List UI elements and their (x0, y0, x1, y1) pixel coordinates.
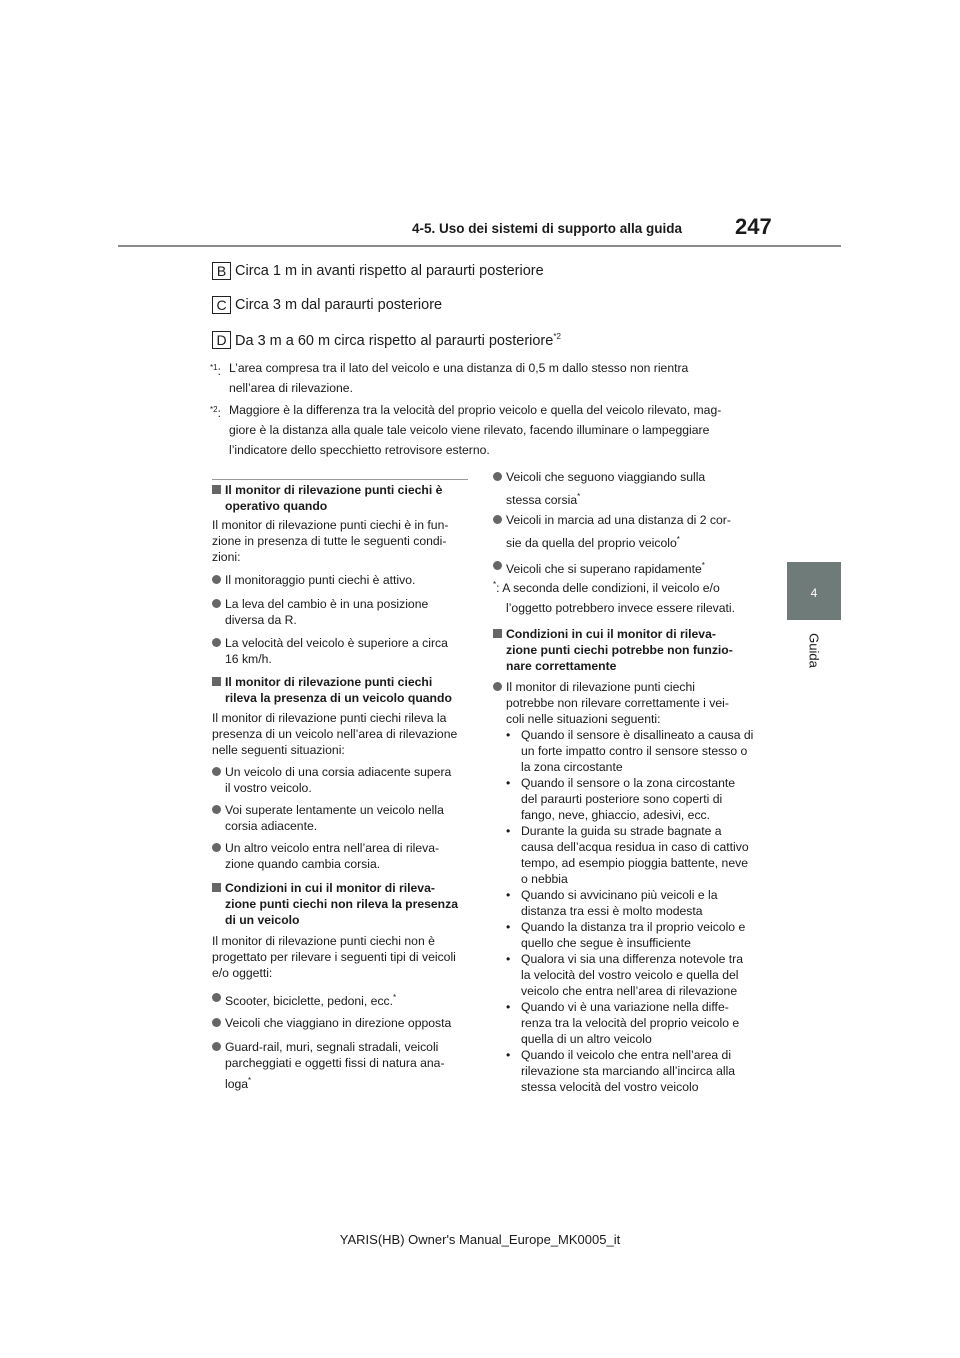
bullet-icon (212, 767, 221, 776)
label-d (212, 331, 561, 349)
label-b-box: B (212, 262, 231, 280)
list-item: Il monitor di rilevazione punti ciechi potrebbe non rilevare correttamente i vei- coli nelle situazioni seguenti: • Quando il sensore è disallineato a causa di un forte impatto contro il sensore stesso o la zona circostante • Quando il sensore o la zona circostante del paraurti posteriore sono coperti di fango, neve, ghiaccio, adesivi, ecc. • Durante la guida su strade bagnate a causa dell’acqua residua in caso di cattivo tempo, ad esempio pioggia battente, neve o nebbia • Quando si avvicinano più veicoli e la distanza tra essi è molto modesta • Quando la distanza tra il proprio veicolo e quello che segue è insufficiente • Qualora vi sia una differenza notevole tra la velocità del vostro veicolo e quella del veicolo che entra nell’area di rilevazione • Quando vi è una variazione nella diffe- renza tra la velocità del proprio veicolo e quella di un altro veicolo • Quando il veicolo che entra nell’area di rilevazione sta marciando all’incirca alla stessa velocità del vostro veicolo (493, 679, 753, 1095)
page-number: 247 (735, 214, 772, 239)
list-item: Guard-rail, muri, segnali stradali, veicoli parcheggiati e oggetti fissi di natura ana- loga* (212, 1039, 445, 1092)
bullet-icon (493, 472, 502, 481)
label-b-text: Circa 1 m in avanti rispetto al paraurti posteriore (235, 263, 544, 279)
sub-item: • Qualora vi sia una differenza notevole tra la velocità del vostro veicolo e quella del veicolo che entra nell’area di rilevazione (493, 951, 753, 999)
bullet-icon (212, 843, 221, 852)
sub-item: • Quando la distanza tra il proprio veicolo e quello che segue è insufficiente (493, 919, 753, 951)
heading-potrebbe-non-funzionare: Condizioni in cui il monitor di rileva- zione punti ciechi potrebbe non funzio- nare correttamente (493, 626, 733, 674)
section-title: 4-5. Uso dei sistemi di supporto alla guida (412, 221, 683, 236)
sub-item: • Durante la guida su strade bagnate a causa dell’acqua residua in caso di cattivo tempo, ad esempio pioggia battente, neve o nebbia (493, 823, 753, 887)
list-item: Un altro veicolo entra nell’area di rileva- zione quando cambia corsia. (212, 840, 439, 872)
label-d-text: Da 3 m a 60 m circa rispetto al paraurti posteriore$^{*2}$ (235, 331, 561, 349)
bullet-icon (493, 515, 502, 524)
label-c (212, 296, 442, 314)
heading-square-icon (212, 677, 221, 686)
heading-square-icon (212, 883, 221, 892)
list-item: La velocità del veicolo è superiore a circa 16 km/h. (212, 635, 448, 667)
bullet-icon (212, 993, 221, 1002)
list-item: Scooter, biciclette, pedoni, ecc.* (212, 990, 396, 1009)
label-c-box: C (212, 296, 231, 314)
list-item: Veicoli che seguono viaggiando sulla stessa corsia* (493, 469, 705, 508)
label-d-box: D (212, 331, 231, 349)
page-footer: YARIS(HB) Owner's Manual_Europe_MK0005_it (339, 1232, 621, 1247)
list-item: La leva del cambio è in una posizione diversa da R. (212, 596, 428, 628)
chapter-number: 4 (810, 586, 818, 600)
sub-item: • Quando si avvicinano più veicoli e la distanza tra essi è molto modesta (493, 887, 753, 919)
bullet-icon (212, 575, 221, 584)
list-item: Veicoli in marcia ad una distanza di 2 cor- sie da quella del proprio veicolo* (493, 512, 731, 551)
sub-item: • Quando il veicolo che entra nell’area di rilevazione sta marciando all’incirca alla stessa velocità del vostro veicolo (493, 1047, 753, 1095)
list-item: Veicoli che si superano rapidamente* (493, 558, 705, 577)
sub-item: • Quando il sensore o la zona circostante del paraurti posteriore sono coperti di fango, neve, ghiaccio, adesivi, ecc. (493, 775, 753, 823)
heading-square-icon (493, 629, 502, 638)
column-divider (212, 479, 468, 480)
chapter-label: Guida (806, 633, 822, 668)
note: *: A seconda delle condizioni, il veicolo e/o l’oggetto potrebbero invece essere rilevati. (493, 580, 735, 616)
bullet-icon (212, 599, 221, 608)
footnote-1: $^{*1}$: L’area compresa tra il lato del veicolo e una distanza di 0,5 m dallo stesso non rientra nell’area di rilevazione. (210, 361, 689, 395)
bullet-icon (212, 1042, 221, 1051)
heading-square-icon (212, 485, 221, 494)
label-b (212, 262, 544, 280)
sub-item: • Quando vi è una variazione nella diffe- renza tra la velocità del proprio veicolo e quella di un altro veicolo (493, 999, 753, 1047)
bullet-icon (212, 638, 221, 647)
bullet-icon (212, 805, 221, 814)
list-item: Un veicolo di una corsia adiacente supera il vostro veicolo. (212, 764, 451, 796)
label-c-text: Circa 3 m dal paraurti posteriore (235, 297, 443, 313)
heading-operativo: Il monitor di rilevazione punti ciechi è operativo quando (212, 482, 442, 514)
footnote-2: $^{*2}$: Maggiore è la differenza tra la velocità del proprio veicolo e quella del veicolo rilevato, mag- giore è la distanza alla quale tale veicolo viene rilevato, facendo illuminare o lampeggiare l’indicatore dello specchietto retrovisore esterno. (210, 403, 722, 457)
list-item: Veicoli che viaggiano in direzione opposta (212, 1015, 451, 1031)
sub-item: • Quando il sensore è disallineato a causa di un forte impatto contro il sensore stesso o la zona circostante (493, 727, 753, 775)
list-item: Il monitoraggio punti ciechi è attivo. (212, 572, 415, 588)
list-item: Voi superate lentamente un veicolo nella corsia adiacente. (212, 802, 444, 834)
heading-non-rileva: Condizioni in cui il monitor di rileva- zione punti ciechi non rileva la presenza di un veicolo (212, 880, 458, 928)
paragraph-2: Il monitor di rilevazione punti ciechi rileva la presenza di un veicolo nell’area di rilevazione nelle seguenti situazioni: (212, 711, 458, 757)
bullet-icon (212, 1018, 221, 1027)
bullet-icon (493, 682, 502, 691)
paragraph-1: Il monitor di rilevazione punti ciechi è in fun- zione in presenza di tutte le seguenti condi- zioni: (212, 518, 449, 564)
header-divider (118, 245, 841, 247)
paragraph-3: Il monitor di rilevazione punti ciechi non è progettato per rilevare i seguenti tipi di veicoli e/o oggetti: (212, 934, 456, 980)
heading-rileva: Il monitor di rilevazione punti ciechi rileva la presenza di un veicolo quando (212, 674, 452, 706)
bullet-icon (493, 561, 502, 570)
